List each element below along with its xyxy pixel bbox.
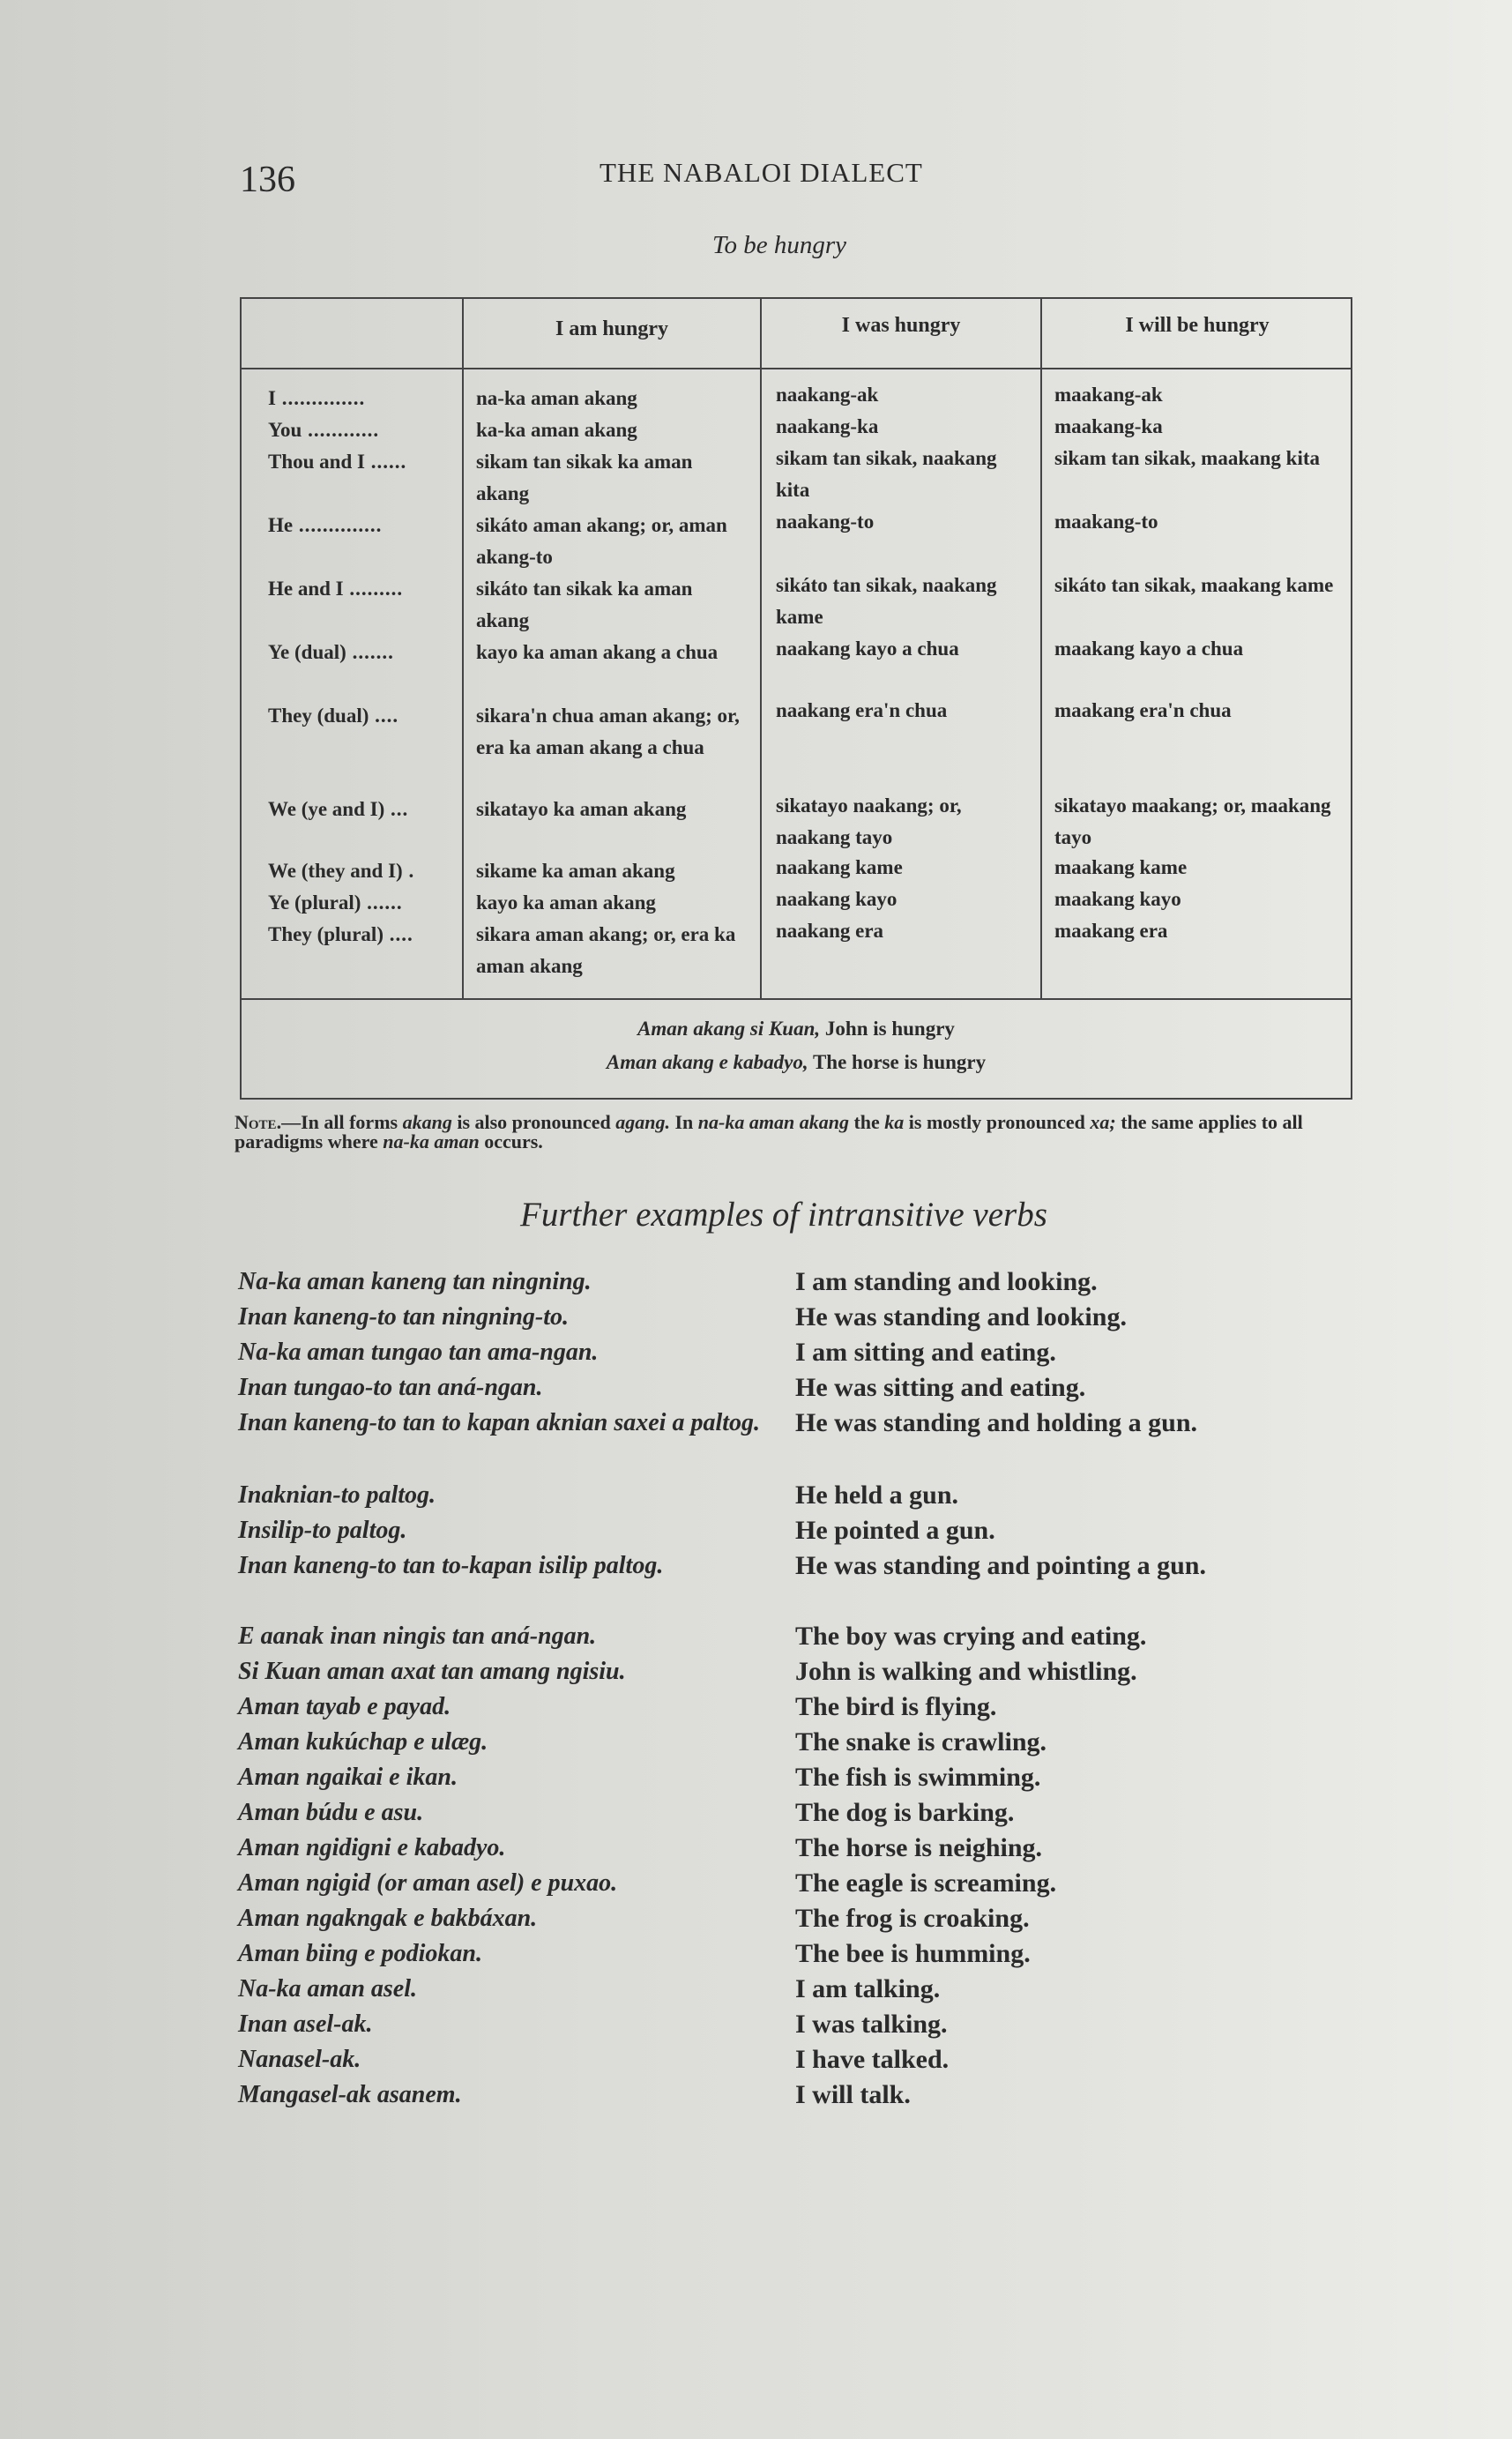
table-caption: To be hungry: [712, 231, 846, 259]
table-cell: sikam tan sikak, maakang kita: [1054, 447, 1320, 469]
table-cell: sikáto tan sikak, maakang kame: [1054, 574, 1334, 596]
example-nabaloi: Inan kaneng-to tan ningning-to.: [238, 1303, 570, 1331]
example-nabaloi: Si Kuan aman axat tan amang ngisiu.: [238, 1658, 626, 1685]
table-cell: naakang-ak: [776, 384, 879, 406]
example-nabaloi: Na-ka aman asel.: [238, 1975, 417, 2003]
table-cell: kayo ka aman akang: [476, 891, 656, 914]
example-nabaloi: Inan asel-ak.: [238, 2010, 373, 2038]
example-nabaloi: Na-ka aman kaneng tan ningning.: [238, 1268, 592, 1295]
row-label: We (ye and I) ...: [268, 798, 409, 820]
table-cell: sikáto tan sikak, naakang kame: [776, 574, 997, 628]
table-cell: sikam tan sikak, naakang kita: [776, 447, 997, 501]
example-english: The dog is barking.: [795, 1798, 1015, 1827]
row-label: Thou and I ......: [268, 451, 407, 473]
example-english: He was sitting and eating.: [795, 1373, 1086, 1402]
example-english: John is walking and whistling.: [795, 1657, 1137, 1686]
example-english: The frog is croaking.: [795, 1904, 1030, 1933]
example-nabaloi: Aman kukúchap e ulæg.: [238, 1728, 488, 1756]
table-cell: naakang era'n chua: [776, 699, 948, 721]
table-cell: naakang kame: [776, 856, 903, 878]
example-nabaloi: Aman ngigid (or aman asel) e puxao.: [238, 1869, 618, 1897]
table-cell: kayo ka aman akang a chua: [476, 641, 719, 663]
example-nabaloi: Nanasel-ak.: [238, 2046, 361, 2073]
table-divider: [240, 998, 1352, 1000]
row-label: They (plural) ....: [268, 923, 413, 945]
example-english: I am sitting and eating.: [795, 1338, 1056, 1367]
table-divider: [1040, 297, 1042, 998]
table-cell: sikara aman akang; or, era ka aman akang: [476, 923, 736, 977]
example-nabaloi: Aman tayab e payad.: [238, 1693, 451, 1720]
row-label: We (they and I) .: [268, 860, 415, 882]
table-cell: sikame ka aman akang: [476, 860, 675, 882]
row-label: You ............: [268, 419, 380, 441]
example-nabaloi: Inan kaneng-to tan to-kapan isilip paltog.: [238, 1552, 664, 1579]
page-number: 136: [240, 160, 295, 200]
example-english: The fish is swimming.: [795, 1763, 1041, 1792]
row-label: He and I .........: [268, 578, 404, 600]
example-nabaloi: Aman búdu e asu.: [238, 1799, 424, 1826]
example-english: I am talking.: [795, 1974, 941, 2003]
example-english: He was standing and holding a gun.: [795, 1408, 1198, 1437]
table-example: Aman akang si Kuan, John is hungry: [637, 1018, 955, 1040]
example-english: The bee is humming.: [795, 1939, 1031, 1968]
table-cell: sikam tan sikak ka aman akang: [476, 451, 693, 504]
table-cell: sikatayo naakang; or, naakang tayo: [776, 794, 962, 848]
example-english: He was standing and pointing a gun.: [795, 1551, 1206, 1580]
row-label: I ..............: [268, 387, 366, 409]
example-nabaloi: Na-ka aman tungao tan ama-ngan.: [238, 1339, 599, 1366]
table-divider: [462, 297, 464, 998]
row-label: Ye (dual) .......: [268, 641, 394, 663]
example-english: He pointed a gun.: [795, 1516, 995, 1545]
column-header: I was hungry: [841, 314, 961, 337]
example-nabaloi: Aman ngidigni e kabadyo.: [238, 1834, 506, 1861]
table-cell: maakang kame: [1054, 856, 1188, 878]
table-cell: maakang era'n chua: [1054, 699, 1232, 721]
example-english: The horse is neighing.: [795, 1833, 1043, 1862]
example-english: I will talk.: [795, 2080, 911, 2109]
example-english: He held a gun.: [795, 1481, 959, 1510]
table-cell: sikatayo maakang; or, maakang tayo: [1054, 794, 1331, 848]
example-nabaloi: Inan tungao-to tan aná-ngan.: [238, 1374, 543, 1401]
table-cell: maakang era: [1054, 920, 1168, 942]
table-cell: maakang-ka: [1054, 415, 1163, 437]
table-cell: naakang kayo a chua: [776, 638, 959, 660]
row-label: He ..............: [268, 514, 383, 536]
table-cell: sikáto tan sikak ka aman akang: [476, 578, 693, 631]
table-divider: [240, 368, 1352, 369]
example-english: The bird is flying.: [795, 1692, 997, 1721]
row-label: Ye (plural) ......: [268, 891, 403, 914]
table-cell: maakang-ak: [1054, 384, 1163, 406]
table-cell: ka-ka aman akang: [476, 419, 637, 441]
example-english: The boy was crying and eating.: [795, 1622, 1147, 1651]
table-cell: naakang era: [776, 920, 884, 942]
table-cell: maakang kayo a chua: [1054, 638, 1244, 660]
table-cell: sikáto aman akang; or, aman akang-to: [476, 514, 727, 568]
example-nabaloi: Mangasel-ak asanem.: [238, 2081, 462, 2108]
example-english: I was talking.: [795, 2010, 948, 2039]
example-english: I have talked.: [795, 2045, 950, 2074]
example-nabaloi: Inaknian-to paltog.: [238, 1481, 436, 1509]
example-nabaloi: Aman ngakngak e bakbáxan.: [238, 1905, 538, 1932]
example-nabaloi: Inan kaneng-to tan to kapan aknian saxei a paltog.: [238, 1409, 761, 1436]
table-cell: na-ka aman akang: [476, 387, 637, 409]
example-nabaloi: E aanak inan ningis tan aná-ngan.: [238, 1622, 597, 1650]
table-divider: [760, 297, 762, 998]
column-header: I am hungry: [555, 317, 669, 340]
footnote: Note.—In all forms akang is also pronounced agang. In na-ka aman akang the ka is mostly pronounced xa; the same applies to all paradigms where na-ka aman occurs.: [235, 1111, 1303, 1152]
table-example: Aman akang e kabadyo, The horse is hungry: [606, 1051, 987, 1073]
example-nabaloi: Aman ngaikai e ikan.: [238, 1764, 458, 1791]
column-header: I will be hungry: [1125, 314, 1270, 337]
table-cell: naakang kayo: [776, 888, 898, 910]
running-title: THE NABALOI DIALECT: [600, 157, 923, 188]
table-cell: sikatayo ka aman akang: [476, 798, 687, 820]
table-cell: naakang-ka: [776, 415, 879, 437]
example-english: The eagle is screaming.: [795, 1868, 1057, 1898]
example-nabaloi: Insilip-to paltog.: [238, 1517, 407, 1544]
row-label: They (dual) ....: [268, 705, 399, 727]
example-english: The snake is crawling.: [795, 1727, 1047, 1757]
example-english: He was standing and looking.: [795, 1302, 1127, 1331]
example-nabaloi: Aman biing e podiokan.: [238, 1940, 482, 1967]
example-english: I am standing and looking.: [795, 1267, 1098, 1296]
table-cell: naakang-to: [776, 511, 875, 533]
section-title: Further examples of intransitive verbs: [520, 1196, 1047, 1234]
table-cell: maakang kayo: [1054, 888, 1181, 910]
table-cell: sikara'n chua aman akang; or, era ka aman akang a chua: [476, 705, 740, 758]
table-cell: maakang-to: [1054, 511, 1158, 533]
